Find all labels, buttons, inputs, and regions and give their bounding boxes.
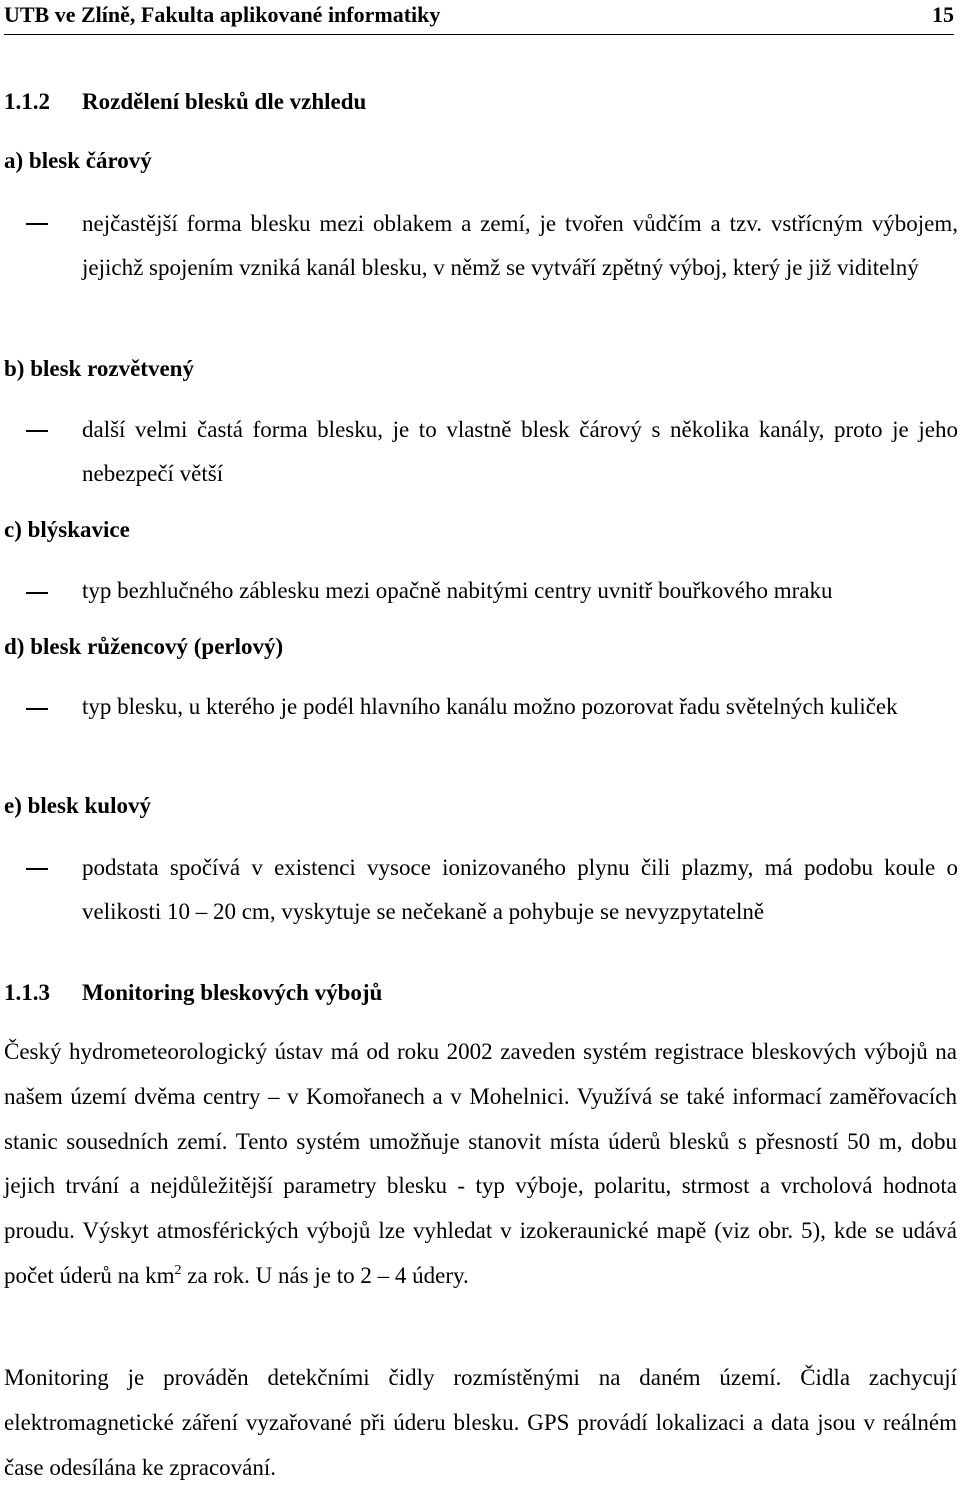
dash-bullet [26, 430, 48, 432]
body-paragraph-2: Monitoring je prováděn detekčními čidly rozmístěnými na daném území. Čidla zachycují elektromagnetické záření vyzařované při úderu blesku. GPS provádí lokalizaci a data jsou v reálném čase odesílána ke zpracování. [4, 1365, 957, 1480]
section-title: Monitoring bleskových výbojů [82, 980, 383, 1005]
page-number: 15 [932, 2, 954, 27]
dash-bullet [26, 708, 48, 710]
section-heading-113 [4, 980, 382, 1006]
list-heading-b: b) blesk rozvětvený [4, 356, 194, 381]
dash-bullet [26, 223, 48, 225]
section-title: Rozdělení blesků dle vzhledu [82, 89, 367, 114]
page-header [4, 0, 954, 35]
list-item-description-b: další velmi častá forma blesku, je to vlastně blesk čárový s několika kanály, proto je jeho nebezpečí větší [82, 417, 958, 486]
list-item-description-c: typ bezhlučného záblesku mezi opačně nabitými centry uvnitř bouřkového mraku [82, 578, 833, 603]
list-heading-a: a) blesk čárový [4, 148, 152, 173]
paragraph-text-end: za rok. U nás je to 2 – 4 údery. [181, 1262, 469, 1288]
superscript: 2 [174, 1262, 182, 1278]
section-heading-112 [4, 89, 366, 115]
section-number: 1.1.3 [4, 980, 50, 1005]
dash-bullet [26, 592, 48, 594]
dash-bullet [26, 868, 48, 870]
list-item-description-e: podstata spočívá v existenci vysoce ionizovaného plynu čili plazmy, má podobu koule o velikosti 10 – 20 cm, vyskytuje se nečekaně a pohybuje se nevyzpytatelně [82, 855, 958, 924]
paragraph-text: Český hydrometeorologický ústav má od roku 2002 zaveden systém registrace bleskových výbojů na našem území dvěma centry – v Komořanech a v Mohelnici. Využívá se také informací zaměřovacích stanic sousedních zemí. Tento systém umožňuje stanovit místa úderů blesků s přesností 50 m, dobu jejich trvání a nejdůležitější parametry blesku - typ výboje, polaritu, strmost a vrcholová hodnota proudu. Výskyt atmosférických výbojů lze vyhledat v izokeraunické mapě (viz obr. 5), kde se udává počet úderů na km [4, 1039, 957, 1288]
list-item-description-a: nejčastější forma blesku mezi oblakem a zemí, je tvořen vůdčím a tzv. vstřícným výbojem, jejichž spojením vzniká kanál blesku, v němž se vytváří zpětný výboj, který je již viditelný [82, 211, 958, 280]
list-item-description-d: typ blesku, u kterého je podél hlavního kanálu možno pozorovat řadu světelných kuliček [82, 694, 898, 719]
list-heading-d: d) blesk růžencový (perlový) [4, 634, 284, 659]
list-heading-c: c) blýskavice [4, 517, 130, 542]
body-paragraph-1 [4, 1030, 957, 1299]
list-heading-e: e) blesk kulový [4, 793, 151, 818]
header-title: UTB ve Zlíně, Fakulta aplikované informatiky [4, 2, 441, 27]
section-number: 1.1.2 [4, 89, 50, 114]
